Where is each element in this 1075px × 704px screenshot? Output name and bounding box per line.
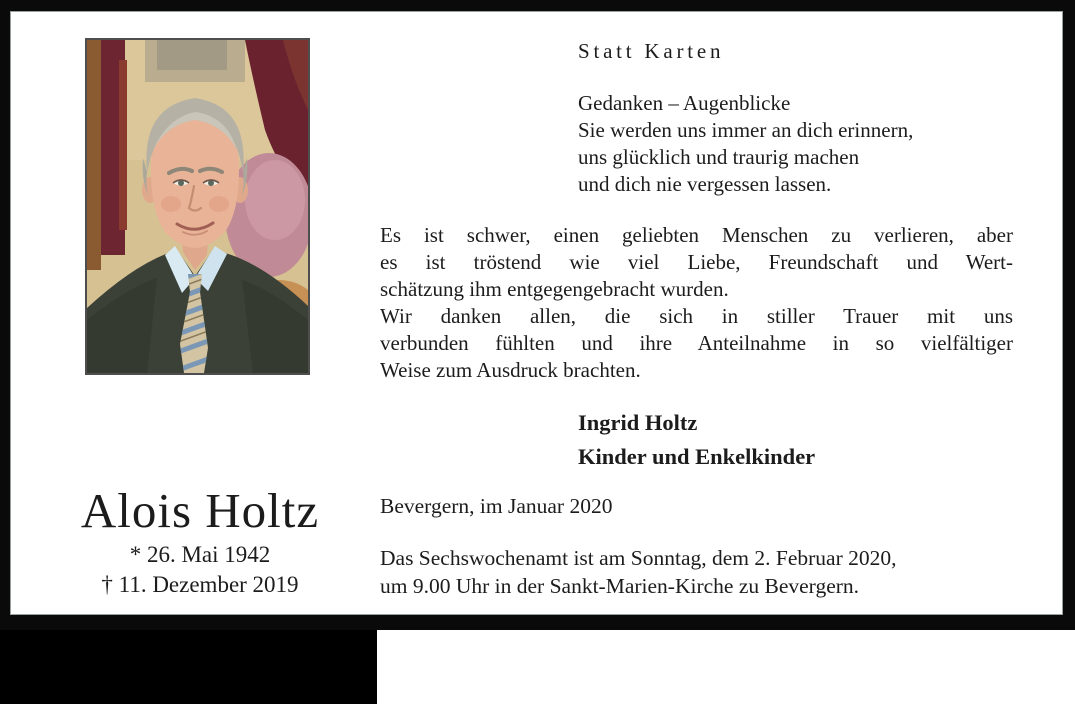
memorial-verse bbox=[578, 90, 913, 198]
verse-line: Sie werden uns immer an dich erinnern, bbox=[578, 118, 914, 142]
verse-line: uns glücklich und traurig machen bbox=[578, 145, 860, 169]
verse-line: und dich nie vergessen lassen. bbox=[578, 172, 832, 196]
mourners-signature bbox=[578, 406, 815, 474]
thanks-paragraph bbox=[380, 222, 1013, 384]
birth-date: * 26. Mai 1942 bbox=[129, 542, 271, 567]
life-dates bbox=[11, 540, 389, 600]
paragraph-line: Wir danken allen, die sich in stiller Trauer mit uns bbox=[380, 304, 1013, 328]
service-line: um 9.00 Uhr in der Sankt-Marien-Kirche zu Bevergern. bbox=[380, 573, 860, 598]
bottom-black-block bbox=[0, 630, 377, 704]
signature-name: Ingrid Holtz bbox=[578, 410, 698, 435]
portrait-photo bbox=[85, 38, 310, 375]
statt-karten-label: Statt Karten bbox=[578, 39, 725, 63]
paragraph-line: Weise zum Ausdruck brachten. bbox=[380, 358, 641, 382]
paragraph-line: verbunden fühlten und ihre Anteilnahme in so vielfältiger bbox=[380, 331, 1013, 355]
obituary-card bbox=[10, 11, 1063, 615]
signature-family: Kinder und Enkelkinder bbox=[578, 444, 816, 469]
verse-line: Gedanken – Augenblicke bbox=[578, 91, 791, 115]
paragraph-line: Es ist schwer, einen geliebten Menschen zu verlieren, aber bbox=[380, 223, 1013, 247]
portrait-illustration bbox=[87, 40, 308, 373]
paragraph-line: es ist tröstend wie viel Liebe, Freundschaft und Wert- bbox=[380, 250, 1013, 274]
deceased-name: Alois Holtz bbox=[80, 483, 320, 538]
paragraph-line: schätzung ihm entgegengebracht wurden. bbox=[380, 277, 729, 301]
service-line: Das Sechswochenamt ist am Sonntag, dem 2. Februar 2020, bbox=[380, 546, 897, 570]
death-date: † 11. Dezember 2019 bbox=[101, 572, 299, 597]
place-and-date: Bevergern, im Januar 2020 bbox=[380, 494, 613, 518]
bottom-white-area bbox=[377, 630, 1075, 704]
service-announcement bbox=[380, 545, 897, 600]
